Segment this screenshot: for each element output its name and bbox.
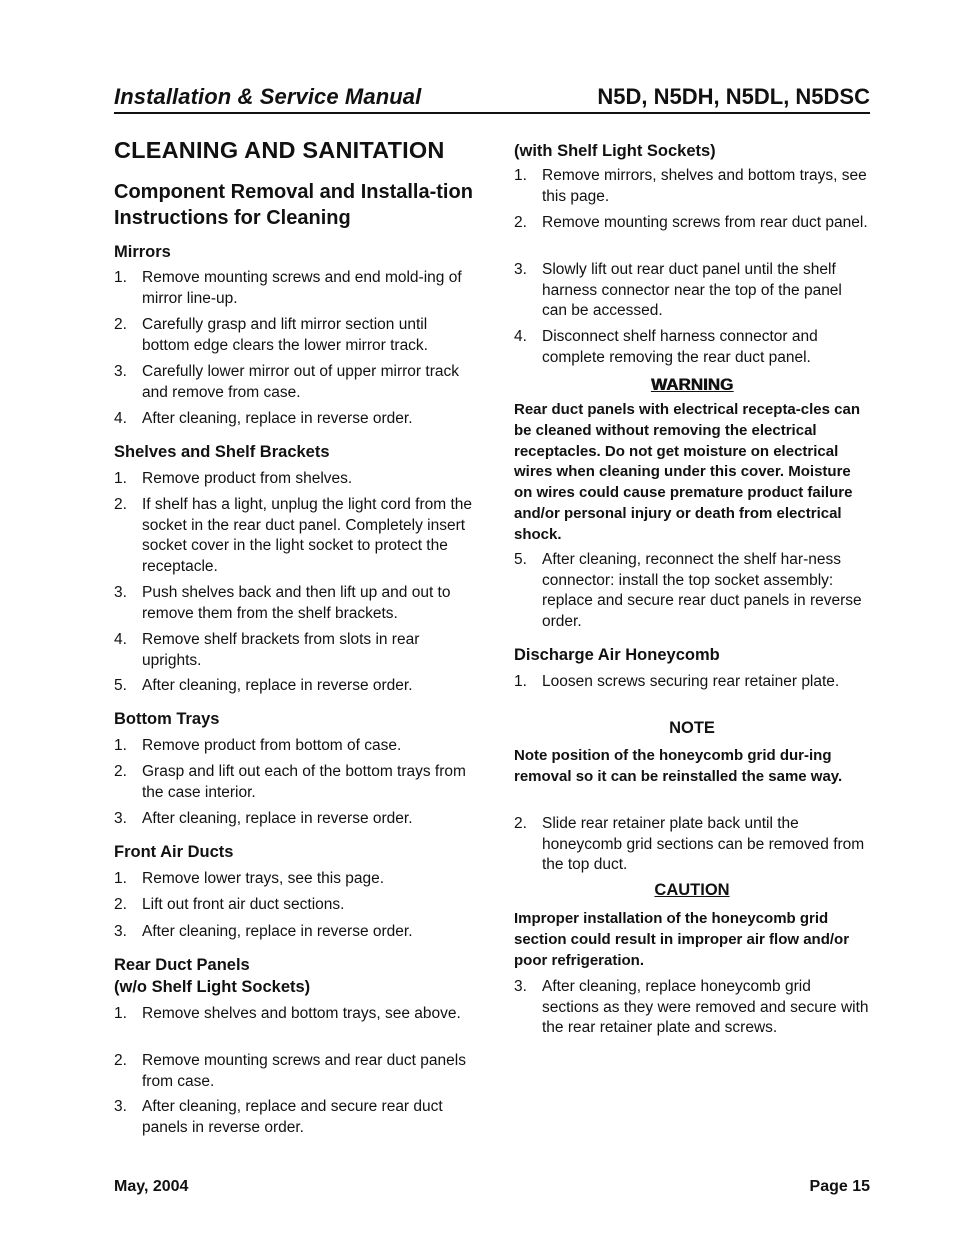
page-header [114, 84, 870, 114]
manual-title: Installation & Service Manual [114, 84, 422, 109]
subsection-title: Component Removal and Installa-tion Instructions for Cleaning [114, 181, 473, 229]
list-item: 5. After cleaning, replace in reverse order. [114, 677, 413, 694]
list-item: 3. After cleaning, replace in reverse order. [114, 810, 413, 827]
shelf-light-sockets-heading: (with Shelf Light Sockets) [514, 142, 716, 160]
list-item: 3. Push shelves back and then lift up and out to remove them from the shelf brackets. [114, 584, 451, 622]
list-item: 1. Remove lower trays, see this page. [114, 870, 385, 887]
list-item: 1. Remove product from bottom of case. [114, 737, 402, 754]
list-item: 2. Remove mounting screws from rear duct panel. [514, 214, 868, 231]
list-item: 4. Disconnect shelf harness connector and complete removing the rear duct panel. [514, 328, 818, 366]
list-item: 4. Remove shelf brackets from slots in rear uprights. [114, 631, 420, 669]
note-title: NOTE [669, 719, 715, 737]
footer-date: May, 2004 [114, 1178, 189, 1195]
list-item: 2. If shelf has a light, unplug the light cord from the socket in the rear duct panel. Completely insert socket cover in the light socket to protect the receptacle. [114, 496, 472, 576]
warning-title: WARNING [650, 375, 734, 394]
list-item: 2. Grasp and lift out each of the bottom trays from the case interior. [114, 763, 466, 801]
list-item: 2. Slide rear retainer plate back until the honeycomb grid sections can be removed from the top duct. [514, 815, 865, 874]
list-item: 1. Loosen screws securing rear retainer plate. [514, 673, 840, 690]
caution-title: CAUTION [654, 881, 730, 899]
list-item: 2. Lift out front air duct sections. [114, 896, 345, 913]
warning-text: Rear duct panels with electrical recepta-cles can be cleaned without removing the electrical receptacles. Do not get moisture on electrical wires when cleaning under this cover. Moisture on wires could cause premature product failure and/or personal injury or death from electrical shock. [514, 401, 860, 543]
list-item: 3. Slowly lift out rear duct panel until the shelf harness connector near the top of the panel can be accessed. [514, 261, 842, 320]
shelves-heading: Shelves and Shelf Brackets [114, 443, 330, 461]
list-item: 1. Remove mounting screws and end mold-ing of mirror line-up. [114, 269, 462, 307]
section-title: CLEANING AND SANITATION [114, 137, 445, 163]
list-item: 4. After cleaning, replace in reverse order. [114, 410, 413, 427]
honeycomb-heading: Discharge Air Honeycomb [514, 646, 720, 664]
mirrors-heading: Mirrors [114, 243, 171, 261]
rear-duct-panels-subheading: (w/o Shelf Light Sockets) [114, 978, 311, 996]
model-numbers: N5D, N5DH, N5DL, N5DSC [597, 84, 870, 109]
list-item: 5. After cleaning, reconnect the shelf har-ness connector: install the top socket assembly: replace and secure rear duct panels in reverse order. [514, 551, 862, 631]
list-item: 3. After cleaning, replace in reverse order. [114, 923, 413, 940]
list-item: 3. After cleaning, replace and secure rear duct panels in reverse order. [114, 1098, 443, 1136]
bottom-trays-heading: Bottom Trays [114, 710, 220, 728]
list-item: 3. Carefully lower mirror out of upper mirror track and remove from case. [114, 363, 459, 401]
list-item: 3. After cleaning, replace honeycomb grid sections as they were removed and secure with the rear retainer plate and screws. [514, 978, 869, 1037]
list-item: 1. Remove product from shelves. [114, 470, 353, 487]
list-item: 2. Remove mounting screws and rear duct panels from case. [114, 1052, 466, 1090]
note-text: Note position of the honeycomb grid dur-ing removal so it can be reinstalled the same way. [514, 747, 843, 785]
rear-duct-panels-heading: Rear Duct Panels [114, 956, 250, 974]
footer-page-number: Page 15 [809, 1178, 870, 1195]
list-item: 2. Carefully grasp and lift mirror section until bottom edge clears the lower mirror track. [114, 316, 428, 354]
list-item: 1. Remove mirrors, shelves and bottom trays, see this page. [514, 167, 867, 205]
list-item: 1. Remove shelves and bottom trays, see above. [114, 1005, 461, 1022]
caution-text: Improper installation of the honeycomb grid section could result in improper air flow and/or poor refrigeration. [514, 910, 850, 969]
front-air-ducts-heading: Front Air Ducts [114, 843, 234, 861]
